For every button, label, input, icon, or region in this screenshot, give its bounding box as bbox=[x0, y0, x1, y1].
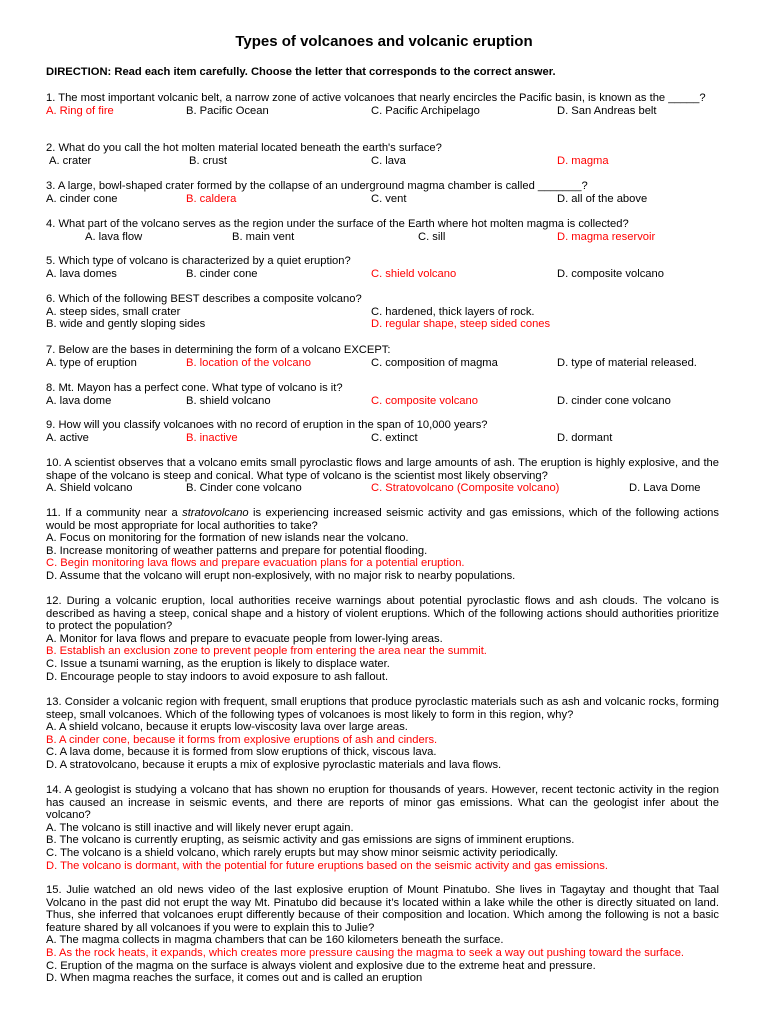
option-d: D. San Andreas belt bbox=[557, 104, 657, 117]
option-d: D. When magma reaches the surface, it comes out and is called an eruption bbox=[46, 972, 423, 985]
option-a: A. active bbox=[46, 431, 89, 444]
question-stem: 3. A large, bowl-shaped crater formed by the collapse of an underground magma chamber is called _______? bbox=[46, 180, 588, 192]
option-d: D. all of the above bbox=[557, 192, 648, 205]
option-b: B. main vent bbox=[232, 230, 295, 243]
question-stem: 14. A geologist is studying a volcano that has shown no eruption for thousands of years. However, recent tectonic activity in the region has caused an increase in seismic events, and there are reports of minor gas emissions. What can the geologist infer about the volcano? bbox=[46, 784, 719, 822]
question-stem: 1. The most important volcanic belt, a narrow zone of active volcanoes that nearly encircles the Pacific basin, is known as the _____? bbox=[46, 92, 706, 104]
question-15 bbox=[46, 884, 719, 985]
option-b: B. Increase monitoring of weather patterns and prepare for potential flooding. bbox=[46, 544, 428, 557]
option-a: A. crater bbox=[49, 154, 92, 167]
option-b: B. As the rock heats, it expands, which creates more pressure causing the magma to seek a way out pushing toward the surface. bbox=[46, 946, 685, 959]
option-c: C. Eruption of the magma on the surface is always violent and explosive due to the extreme heat and pressure. bbox=[46, 959, 596, 972]
question-stem: 13. Consider a volcanic region with frequent, small eruptions that produce pyroclastic materials such as ash and volcanic rocks, forming steep, small volcanoes. Which of the following types of volcanoes is most likely to form in this region, why? bbox=[46, 696, 719, 721]
option-c: C. Pacific Archipelago bbox=[371, 104, 480, 117]
question-stem: 9. How will you classify volcanoes with no record of eruption in the span of 10,000 years? bbox=[46, 419, 488, 431]
question-stem: 7. Below are the bases in determining the form of a volcano EXCEPT: bbox=[46, 344, 391, 356]
question-9 bbox=[46, 419, 719, 444]
option-c: C. A lava dome, because it is formed from slow eruptions of thick, viscous lava. bbox=[46, 746, 437, 759]
option-b: B. cinder cone bbox=[186, 267, 258, 280]
option-c: C. shield volcano bbox=[371, 267, 457, 280]
question-4 bbox=[46, 218, 719, 243]
option-c: C. The volcano is a shield volcano, which rarely erupts but may show minor seismic activity periodically. bbox=[46, 846, 558, 859]
option-d: D. regular shape, steep sided cones bbox=[371, 318, 551, 331]
question-stem: 8. Mt. Mayon has a perfect cone. What type of volcano is it? bbox=[46, 382, 343, 394]
question-stem bbox=[46, 507, 719, 532]
question-stem: 12. During a volcanic eruption, local authorities receive warnings about potential pyroclastic flows and ash clouds. The volcano is described as having a steep, conical shape and a history of violent eruptions. Which of the following actions should authorities prioritize to protect the population? bbox=[46, 595, 719, 633]
question-2 bbox=[46, 142, 719, 167]
question-10 bbox=[46, 457, 719, 495]
option-b: B. Cinder cone volcano bbox=[186, 482, 302, 495]
option-d: D. cinder cone volcano bbox=[557, 394, 671, 407]
option-a: A. The volcano is still inactive and will likely never erupt again. bbox=[46, 821, 354, 834]
option-b: B. location of the volcano bbox=[186, 356, 312, 369]
option-b: B. wide and gently sloping sides bbox=[46, 318, 206, 331]
option-a: A. Monitor for lava flows and prepare to evacuate people from lower-lying areas. bbox=[46, 632, 443, 645]
option-c: C. extinct bbox=[371, 431, 418, 444]
option-a: A. The magma collects in magma chambers that can be 160 kilometers beneath the surface. bbox=[46, 934, 504, 947]
question-stem: 15. Julie watched an old news video of the last explosive eruption of Mount Pinatubo. She lives in Tagaytay and thought that Taal Volcano in the past did not erupt the way Mt. Pinatubo did because it’s located within a lake while the other is directly situated on land. Thus, she inferred that volcanoes erupt differently because of their composition and location. Which among the following is not a basic feature shared by all volcanoes if you were to explain this to Julie? bbox=[46, 884, 719, 934]
emphasis-term: stratovolcano bbox=[182, 507, 249, 519]
option-d: D. Encourage people to stay indoors to avoid exposure to ash fallout. bbox=[46, 670, 389, 683]
option-b: B. The volcano is currently erupting, as seismic activity and gas emissions are signs of imminent eruptions. bbox=[46, 834, 575, 847]
direction-text: DIRECTION: Read each item carefully. Choose the letter that corresponds to the correct answer. bbox=[46, 66, 556, 78]
question-stem: 6. Which of the following BEST describes a composite volcano? bbox=[46, 293, 362, 305]
option-c: C. vent bbox=[371, 192, 407, 205]
option-b: B. A cinder cone, because it forms from explosive eruptions of ash and cinders. bbox=[46, 733, 438, 746]
option-b: B. Establish an exclusion zone to prevent people from entering the area near the summit. bbox=[46, 645, 487, 658]
question-5 bbox=[46, 255, 719, 280]
question-1 bbox=[46, 92, 719, 117]
option-a: A. lava flow bbox=[85, 230, 143, 243]
option-a: A. A shield volcano, because it erupts low-viscosity lava over large areas. bbox=[46, 721, 408, 734]
question-13 bbox=[46, 696, 719, 772]
option-a: A. Focus on monitoring for the formation of new islands near the volcano. bbox=[46, 532, 409, 545]
option-a: A. lava domes bbox=[46, 267, 117, 280]
page-title: Types of volcanoes and volcanic eruption bbox=[235, 33, 533, 50]
question-14 bbox=[46, 784, 719, 872]
option-d: D. The volcano is dormant, with the potential for future eruptions based on the seismic activity and gas emissions. bbox=[46, 859, 608, 872]
question-6 bbox=[46, 293, 719, 331]
option-d: D. magma reservoir bbox=[557, 230, 656, 243]
question-8 bbox=[46, 382, 719, 407]
option-d: D. Assume that the volcano will erupt non-explosively, with no major risk to nearby populations. bbox=[46, 569, 516, 582]
question-11 bbox=[46, 507, 719, 583]
option-d: D. Lava Dome bbox=[629, 482, 701, 495]
option-a: A. Ring of fire bbox=[46, 104, 114, 117]
option-a: A. lava dome bbox=[46, 394, 112, 407]
option-d: D. type of material released. bbox=[557, 356, 697, 369]
option-c: C. lava bbox=[371, 154, 406, 167]
question-stem-text: is experiencing increased seismic activity and gas emissions, which of the following actions would be most appropriate for local authorities to take? bbox=[46, 507, 719, 532]
option-c: C. composite volcano bbox=[371, 394, 478, 407]
option-d: D. A stratovolcano, because it erupts a mix of explosive pyroclastic materials and lava flows. bbox=[46, 758, 502, 771]
option-d: D. magma bbox=[557, 154, 609, 167]
question-stem: 2. What do you call the hot molten material located beneath the earth's surface? bbox=[46, 142, 442, 154]
option-a: A. type of eruption bbox=[46, 356, 137, 369]
option-c: C. composition of magma bbox=[371, 356, 498, 369]
option-d: D. composite volcano bbox=[557, 267, 664, 280]
option-b: B. caldera bbox=[186, 192, 237, 205]
option-b: B. shield volcano bbox=[186, 394, 271, 407]
question-stem: 10. A scientist observes that a volcano emits small pyroclastic flows and large amounts of ash. The eruption is highly explosive, and the shape of the volcano is steep and conical. What type of volcano is the scientist most likely observing? bbox=[46, 457, 719, 482]
option-b: B. Pacific Ocean bbox=[186, 104, 269, 117]
question-7 bbox=[46, 344, 719, 369]
question-stem: 5. Which type of volcano is characterized by a quiet eruption? bbox=[46, 255, 351, 267]
option-b: B. inactive bbox=[186, 431, 238, 444]
option-c: C. hardened, thick layers of rock. bbox=[371, 305, 535, 318]
option-c: C. Stratovolcano (Composite volcano) bbox=[371, 482, 560, 495]
option-a: A. cinder cone bbox=[46, 192, 118, 205]
option-c: C. Issue a tsunami warning, as the eruption is likely to displace water. bbox=[46, 657, 390, 670]
question-stem: 4. What part of the volcano serves as the region under the surface of the Earth where hot molten magma is collected? bbox=[46, 218, 629, 230]
option-c: C. sill bbox=[418, 230, 446, 243]
option-b: B. crust bbox=[189, 154, 227, 167]
question-3 bbox=[46, 180, 719, 205]
question-12 bbox=[46, 595, 719, 683]
question-stem-text: 11. If a community near a bbox=[46, 507, 183, 519]
option-a: A. Shield volcano bbox=[46, 482, 133, 495]
option-c: C. Begin monitoring lava flows and prepare evacuation plans for a potential eruption. bbox=[46, 557, 465, 570]
option-a: A. steep sides, small crater bbox=[46, 305, 181, 318]
option-d: D. dormant bbox=[557, 431, 613, 444]
